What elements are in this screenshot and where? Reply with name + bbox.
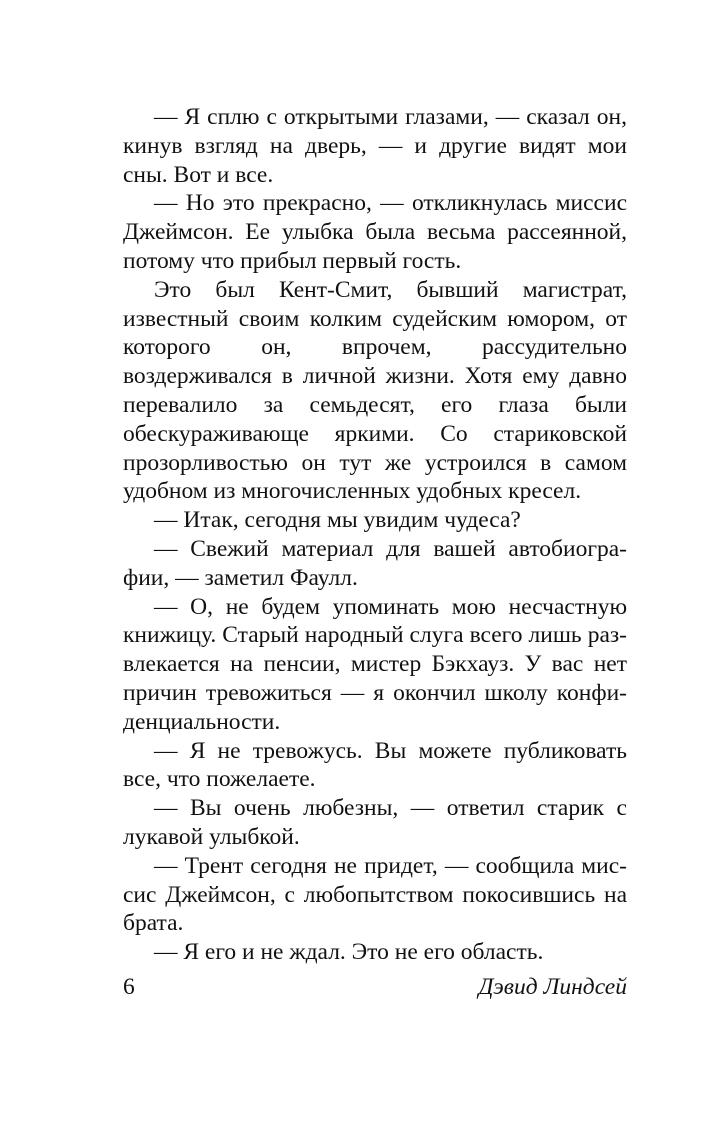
paragraph: — Вы очень любезны, — ответил старик с лукавой улыбкой. (123, 795, 627, 850)
paragraph: — Трент сегодня не придет, — сообщила миссис Джеймсон, с любопытством покосившись на брата. (123, 852, 627, 937)
paragraph: — Я его и не ждал. Это не его область. (154, 939, 544, 966)
paragraph: — О, не будем упоминать мою несчастную книжицу. Старый народный слуга всего лишь развлекается на пенсии, мистер Бэкхауз. У вас нет причин тревожиться — я окончил школу конфиденциальности. (123, 593, 627, 735)
paragraph: Это был Кент-Смит, бывший магистрат, известный своим колким судейским юмором, от которого он, впрочем, рассудительно воздерживался в личной жизни. Хотя ему давно перевалило за семьдесят, его глаза были обескураживающе яркими. Со стариковской прозорливостью он тут же устроился в самом удобном из многочисленных удобных кресел. (123, 276, 627, 505)
paragraph: — Я не тревожусь. Вы можете публиковать все, что пожелаете. (123, 737, 627, 793)
paragraph: — Я сплю с открытыми глазами, — сказал он, кинув взгляд на дверь, — и другие видят мои сны. Вот и все. (123, 104, 627, 188)
page-number: 6 (123, 974, 135, 1000)
paragraph: — Свежий материал для вашей автобиографии, — заметил Фаулл. (123, 535, 627, 591)
body-text (123, 103, 627, 967)
paragraph: — Итак, сегодня мы увидим чудеса? (154, 507, 521, 534)
running-footer-author: Дэвид Линдсей (478, 974, 627, 1000)
paragraph: — Но это прекрасно, — откликнулась миссис Джеймсон. Ее улыбка была весьма рассеянной, потому что прибыл первый гость. (123, 190, 627, 274)
